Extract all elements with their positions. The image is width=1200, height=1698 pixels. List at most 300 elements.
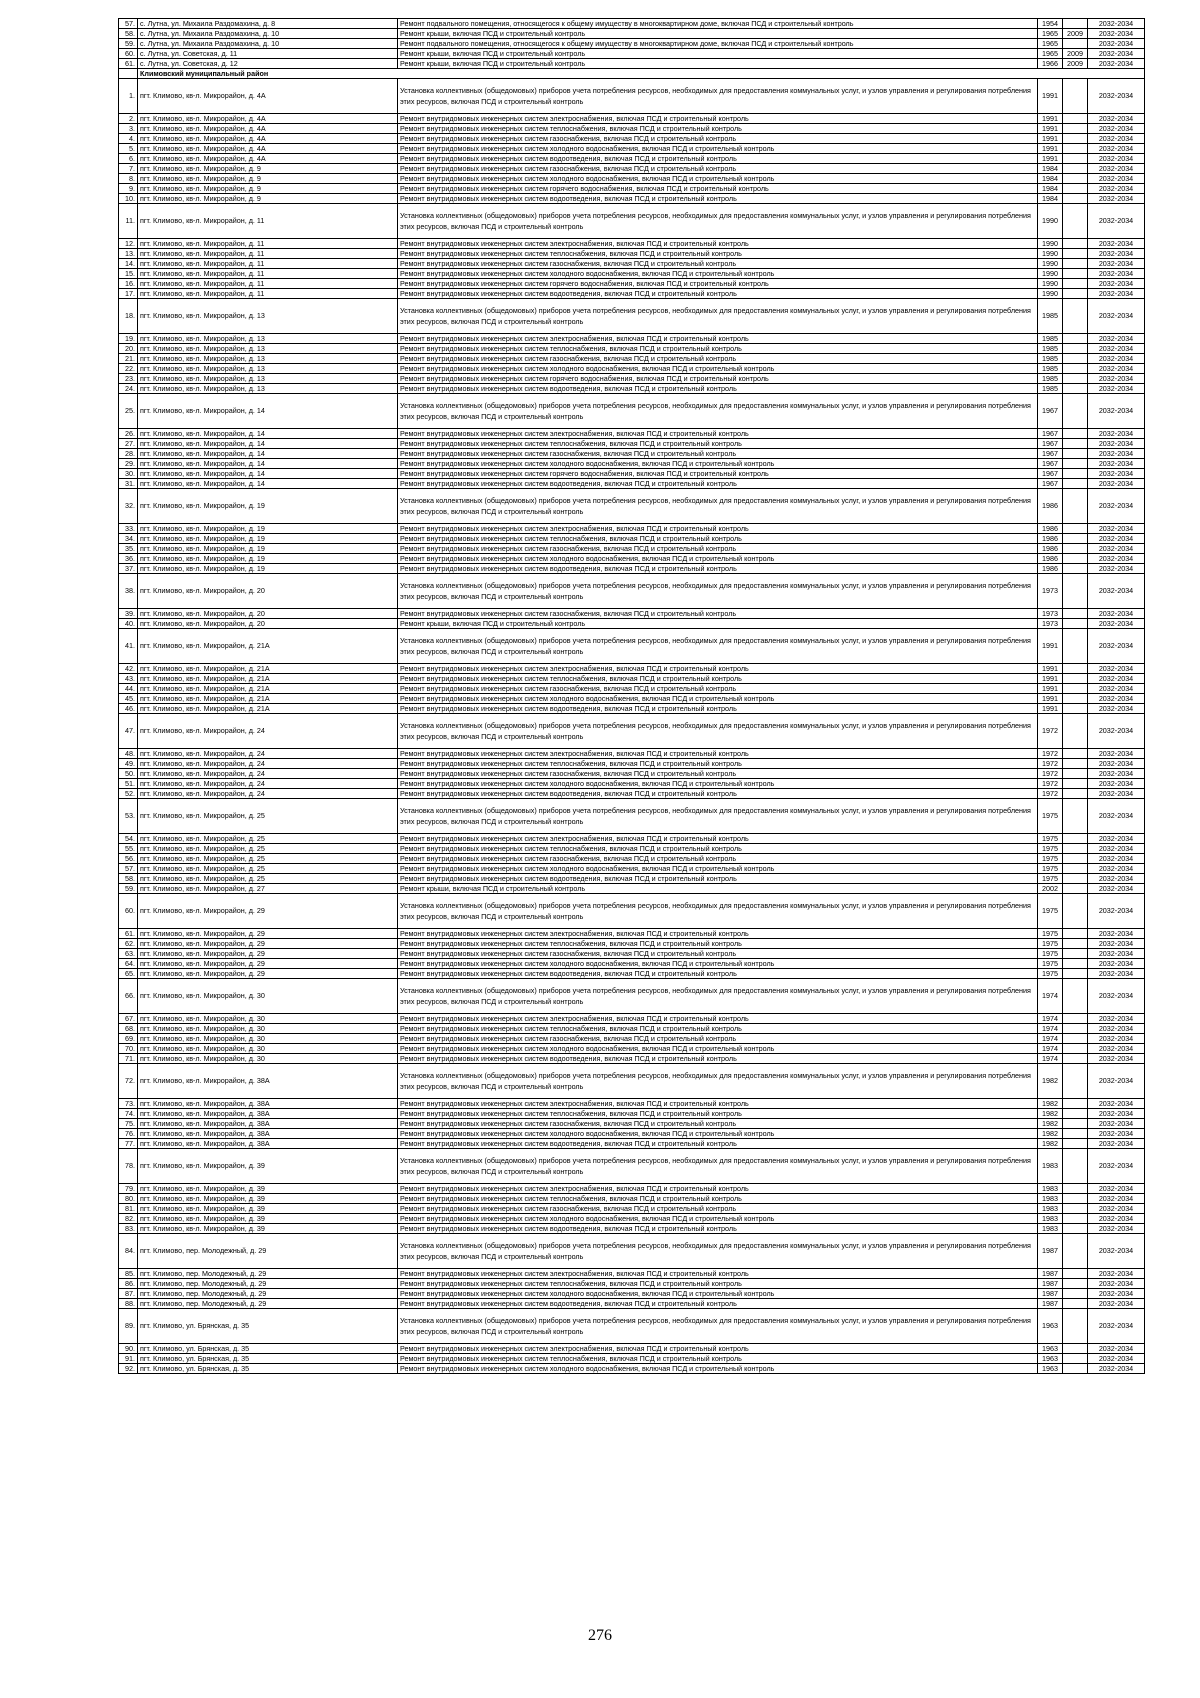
last-repair-year-cell [1063,479,1088,489]
row-number-cell: 32. [119,489,138,524]
work-type-cell: Ремонт внутридомовых инженерных систем водоотведения, включая ПСД и строительный контроль [398,1054,1038,1064]
table-row [119,429,1145,439]
table-row [119,1299,1145,1309]
address-cell: пгт. Климово, кв-л. Микрорайон, д. 21А [138,629,398,664]
address-cell: пгт. Климово, кв-л. Микрорайон, д. 4А [138,144,398,154]
address-cell: с. Лутна, ул. Михаила Раздомахина, д. 10 [138,29,398,39]
last-repair-year-cell [1063,939,1088,949]
address-cell: пгт. Климово, кв-л. Микрорайон, д. 13 [138,354,398,364]
table-row [119,1024,1145,1034]
table-row [119,544,1145,554]
work-type-cell: Ремонт внутридомовых инженерных систем электроснабжения, включая ПСД и строительный контроль [398,524,1038,534]
build-year-cell: 1972 [1038,759,1063,769]
build-year-cell: 1990 [1038,289,1063,299]
table-row [119,39,1145,49]
last-repair-year-cell [1063,1289,1088,1299]
address-cell: пгт. Климово, пер. Молодежный, д. 29 [138,1299,398,1309]
last-repair-year-cell [1063,704,1088,714]
build-year-cell: 1983 [1038,1194,1063,1204]
build-year-cell: 1987 [1038,1299,1063,1309]
work-type-cell: Ремонт внутридомовых инженерных систем водоотведения, включая ПСД и строительный контроль [398,789,1038,799]
address-cell: пгт. Климово, кв-л. Микрорайон, д. 14 [138,449,398,459]
table-row [119,749,1145,759]
last-repair-year-cell [1063,884,1088,894]
planned-period-cell: 2032-2034 [1088,1269,1145,1279]
last-repair-year-cell [1063,1024,1088,1034]
work-type-cell: Ремонт внутридомовых инженерных систем теплоснабжения, включая ПСД и строительный контроль [398,1279,1038,1289]
table-row [119,1129,1145,1139]
address-cell: пгт. Климово, кв-л. Микрорайон, д. 11 [138,269,398,279]
planned-period-cell: 2032-2034 [1088,1344,1145,1354]
row-number-cell: 5. [119,144,138,154]
table-row [119,779,1145,789]
table-row [119,479,1145,489]
table-row [119,29,1145,39]
last-repair-year-cell [1063,1279,1088,1289]
build-year-cell: 1991 [1038,674,1063,684]
work-type-cell: Ремонт внутридомовых инженерных систем холодного водоснабжения, включая ПСД и строительный контроль [398,144,1038,154]
planned-period-cell: 2032-2034 [1088,1204,1145,1214]
planned-period-cell: 2032-2034 [1088,789,1145,799]
build-year-cell: 1972 [1038,789,1063,799]
build-year-cell: 1991 [1038,124,1063,134]
table-row [119,154,1145,164]
address-cell: пгт. Климово, кв-л. Микрорайон, д. 9 [138,194,398,204]
planned-period-cell: 2032-2034 [1088,79,1145,114]
work-type-cell: Ремонт внутридомовых инженерных систем газоснабжения, включая ПСД и строительный контроль [398,134,1038,144]
work-type-cell: Ремонт внутридомовых инженерных систем электроснабжения, включая ПСД и строительный контроль [398,1099,1038,1109]
last-repair-year-cell [1063,334,1088,344]
planned-period-cell: 2032-2034 [1088,1289,1145,1299]
last-repair-year-cell [1063,114,1088,124]
row-number-cell: 71. [119,1054,138,1064]
planned-period-cell: 2032-2034 [1088,524,1145,534]
build-year-cell: 1991 [1038,114,1063,124]
build-year-cell: 1967 [1038,439,1063,449]
work-type-cell: Ремонт внутридомовых инженерных систем холодного водоснабжения, включая ПСД и строительный контроль [398,1289,1038,1299]
planned-period-cell: 2032-2034 [1088,1099,1145,1109]
table-row [119,469,1145,479]
address-cell: пгт. Климово, кв-л. Микрорайон, д. 14 [138,459,398,469]
work-type-cell: Ремонт внутридомовых инженерных систем электроснабжения, включая ПСД и строительный контроль [398,239,1038,249]
last-repair-year-cell [1063,19,1088,29]
last-repair-year-cell [1063,524,1088,534]
table-row [119,704,1145,714]
work-type-cell: Ремонт внутридомовых инженерных систем холодного водоснабжения, включая ПСД и строительный контроль [398,174,1038,184]
last-repair-year-cell [1063,384,1088,394]
address-cell: пгт. Климово, кв-л. Микрорайон, д. 29 [138,949,398,959]
row-number-cell: 56. [119,854,138,864]
planned-period-cell: 2032-2034 [1088,194,1145,204]
table-row [119,1044,1145,1054]
address-cell: пгт. Климово, кв-л. Микрорайон, д. 20 [138,609,398,619]
address-cell: пгт. Климово, кв-л. Микрорайон, д. 30 [138,979,398,1014]
row-number-cell: 27. [119,439,138,449]
build-year-cell: 1990 [1038,279,1063,289]
last-repair-year-cell [1063,1149,1088,1184]
planned-period-cell: 2032-2034 [1088,884,1145,894]
planned-period-cell: 2032-2034 [1088,249,1145,259]
last-repair-year-cell [1063,269,1088,279]
table-row [119,174,1145,184]
row-number-cell: 58. [119,29,138,39]
planned-period-cell: 2032-2034 [1088,674,1145,684]
table-row [119,204,1145,239]
last-repair-year-cell [1063,449,1088,459]
address-cell: пгт. Климово, кв-л. Микрорайон, д. 9 [138,184,398,194]
build-year-cell: 1982 [1038,1139,1063,1149]
work-type-cell: Ремонт внутридомовых инженерных систем электроснабжения, включая ПСД и строительный контроль [398,334,1038,344]
row-number-cell: 45. [119,694,138,704]
address-cell: пгт. Климово, кв-л. Микрорайон, д. 39 [138,1204,398,1214]
table-row [119,674,1145,684]
table-row [119,1139,1145,1149]
address-cell: пгт. Климово, кв-л. Микрорайон, д. 11 [138,204,398,239]
last-repair-year-cell [1063,694,1088,704]
last-repair-year-cell [1063,959,1088,969]
table-row [119,799,1145,834]
address-cell: пгт. Климово, кв-л. Микрорайон, д. 38А [138,1139,398,1149]
address-cell: пгт. Климово, кв-л. Микрорайон, д. 29 [138,929,398,939]
row-number-cell: 29. [119,459,138,469]
table-row [119,1184,1145,1194]
work-type-cell: Установка коллективных (общедомовых) приборов учета потребления ресурсов, необходимых для предоставления коммунальных услуг, и узлов управления и регулирования потребления этих ресурсов, включая ПСД и строительный контроль [398,1234,1038,1269]
row-number-cell: 65. [119,969,138,979]
last-repair-year-cell [1063,394,1088,429]
build-year-cell: 1985 [1038,299,1063,334]
last-repair-year-cell [1063,684,1088,694]
last-repair-year-cell [1063,194,1088,204]
table-row [119,664,1145,674]
planned-period-cell: 2032-2034 [1088,59,1145,69]
address-cell: пгт. Климово, кв-л. Микрорайон, д. 4А [138,124,398,134]
build-year-cell: 1975 [1038,959,1063,969]
planned-period-cell: 2032-2034 [1088,289,1145,299]
last-repair-year-cell [1063,664,1088,674]
build-year-cell: 1967 [1038,479,1063,489]
last-repair-year-cell [1063,874,1088,884]
row-number-cell: 73. [119,1099,138,1109]
planned-period-cell: 2032-2034 [1088,544,1145,554]
last-repair-year-cell [1063,929,1088,939]
address-cell: пгт. Климово, кв-л. Микрорайон, д. 39 [138,1149,398,1184]
work-type-cell: Установка коллективных (общедомовых) приборов учета потребления ресурсов, необходимых для предоставления коммунальных услуг, и узлов управления и регулирования потребления этих ресурсов, включая ПСД и строительный контроль [398,714,1038,749]
planned-period-cell: 2032-2034 [1088,864,1145,874]
row-number-cell: 38. [119,574,138,609]
planned-period-cell: 2032-2034 [1088,684,1145,694]
build-year-cell: 1967 [1038,429,1063,439]
last-repair-year-cell [1063,239,1088,249]
table-row [119,1204,1145,1214]
row-number-cell: 68. [119,1024,138,1034]
table-row [119,1234,1145,1269]
row-number-cell: 31. [119,479,138,489]
planned-period-cell: 2032-2034 [1088,374,1145,384]
last-repair-year-cell [1063,374,1088,384]
build-year-cell: 1966 [1038,59,1063,69]
table-row [119,884,1145,894]
row-number-cell: 88. [119,1299,138,1309]
row-number-cell: 36. [119,554,138,564]
planned-period-cell: 2032-2034 [1088,114,1145,124]
planned-period-cell: 2032-2034 [1088,1279,1145,1289]
table-row [119,1149,1145,1184]
table-row [119,59,1145,69]
work-type-cell: Ремонт внутридомовых инженерных систем холодного водоснабжения, включая ПСД и строительный контроль [398,864,1038,874]
work-type-cell: Ремонт крыши, включая ПСД и строительный контроль [398,619,1038,629]
address-cell: пгт. Климово, кв-л. Микрорайон, д. 24 [138,789,398,799]
row-number-cell: 15. [119,269,138,279]
build-year-cell: 1991 [1038,134,1063,144]
table-row [119,1119,1145,1129]
row-number-cell: 7. [119,164,138,174]
build-year-cell: 1963 [1038,1309,1063,1344]
table-row [119,949,1145,959]
work-type-cell: Ремонт внутридомовых инженерных систем теплоснабжения, включая ПСД и строительный контроль [398,1109,1038,1119]
planned-period-cell: 2032-2034 [1088,834,1145,844]
last-repair-year-cell [1063,469,1088,479]
last-repair-year-cell [1063,354,1088,364]
last-repair-year-cell [1063,79,1088,114]
table-row [119,969,1145,979]
last-repair-year-cell [1063,844,1088,854]
table-row [119,134,1145,144]
build-year-cell: 1991 [1038,629,1063,664]
work-type-cell: Ремонт внутридомовых инженерных систем холодного водоснабжения, включая ПСД и строительный контроль [398,269,1038,279]
last-repair-year-cell [1063,1109,1088,1119]
address-cell: пгт. Климово, кв-л. Микрорайон, д. 29 [138,939,398,949]
address-cell: пгт. Климово, пер. Молодежный, д. 29 [138,1289,398,1299]
last-repair-year-cell [1063,534,1088,544]
work-type-cell: Ремонт внутридомовых инженерных систем газоснабжения, включая ПСД и строительный контроль [398,949,1038,959]
last-repair-year-cell [1063,204,1088,239]
build-year-cell: 1965 [1038,39,1063,49]
row-number-cell: 55. [119,844,138,854]
last-repair-year-cell [1063,1299,1088,1309]
address-cell: пгт. Климово, ул. Брянская, д. 35 [138,1354,398,1364]
last-repair-year-cell [1063,299,1088,334]
row-number-cell: 57. [119,864,138,874]
address-cell: пгт. Климово, кв-л. Микрорайон, д. 13 [138,364,398,374]
work-type-cell: Ремонт внутридомовых инженерных систем холодного водоснабжения, включая ПСД и строительный контроль [398,1364,1038,1374]
address-cell: пгт. Климово, кв-л. Микрорайон, д. 14 [138,479,398,489]
last-repair-year-cell [1063,574,1088,609]
table-row [119,834,1145,844]
row-number-cell: 92. [119,1364,138,1374]
address-cell: пгт. Климово, кв-л. Микрорайон, д. 38А [138,1109,398,1119]
row-number-cell: 90. [119,1344,138,1354]
planned-period-cell: 2032-2034 [1088,1034,1145,1044]
planned-period-cell: 2032-2034 [1088,1184,1145,1194]
row-number-cell: 87. [119,1289,138,1299]
row-number-cell: 61. [119,929,138,939]
row-number-cell: 89. [119,1309,138,1344]
work-type-cell: Ремонт внутридомовых инженерных систем газоснабжения, включая ПСД и строительный контроль [398,684,1038,694]
build-year-cell: 1967 [1038,394,1063,429]
address-cell: пгт. Климово, кв-л. Микрорайон, д. 14 [138,429,398,439]
work-type-cell: Ремонт внутридомовых инженерных систем теплоснабжения, включая ПСД и строительный контроль [398,439,1038,449]
address-cell: с. Лутна, ул. Михаила Раздомахина, д. 10 [138,39,398,49]
row-number-cell: 10. [119,194,138,204]
work-type-cell: Ремонт внутридомовых инженерных систем холодного водоснабжения, включая ПСД и строительный контроль [398,1214,1038,1224]
row-number-cell: 46. [119,704,138,714]
build-year-cell: 1967 [1038,459,1063,469]
work-type-cell: Ремонт внутридомовых инженерных систем холодного водоснабжения, включая ПСД и строительный контроль [398,694,1038,704]
table-row [119,574,1145,609]
table-row [119,249,1145,259]
address-cell: пгт. Климово, кв-л. Микрорайон, д. 21А [138,704,398,714]
work-type-cell: Ремонт внутридомовых инженерных систем газоснабжения, включая ПСД и строительный контроль [398,854,1038,864]
planned-period-cell: 2032-2034 [1088,134,1145,144]
planned-period-cell: 2032-2034 [1088,394,1145,429]
table-row [119,619,1145,629]
address-cell: пгт. Климово, кв-л. Микрорайон, д. 4А [138,114,398,124]
planned-period-cell: 2032-2034 [1088,574,1145,609]
planned-period-cell: 2032-2034 [1088,749,1145,759]
row-number-cell: 69. [119,1034,138,1044]
table-row [119,1194,1145,1204]
table-row [119,629,1145,664]
row-number-cell: 82. [119,1214,138,1224]
planned-period-cell: 2032-2034 [1088,49,1145,59]
last-repair-year-cell [1063,1344,1088,1354]
build-year-cell: 1974 [1038,1054,1063,1064]
planned-period-cell: 2032-2034 [1088,844,1145,854]
address-cell: пгт. Климово, кв-л. Микрорайон, д. 14 [138,439,398,449]
work-type-cell: Ремонт внутридомовых инженерных систем газоснабжения, включая ПСД и строительный контроль [398,259,1038,269]
planned-period-cell: 2032-2034 [1088,364,1145,374]
row-number-cell: 63. [119,949,138,959]
row-number-cell: 53. [119,799,138,834]
table-row [119,489,1145,524]
address-cell: пгт. Климово, кв-л. Микрорайон, д. 4А [138,134,398,144]
planned-period-cell: 2032-2034 [1088,799,1145,834]
table-row [119,1289,1145,1299]
planned-period-cell: 2032-2034 [1088,479,1145,489]
address-cell: пгт. Климово, кв-л. Микрорайон, д. 38А [138,1119,398,1129]
address-cell: пгт. Климово, кв-л. Микрорайон, д. 24 [138,769,398,779]
last-repair-year-cell [1063,894,1088,929]
work-type-cell: Ремонт внутридомовых инженерных систем газоснабжения, включая ПСД и строительный контроль [398,1119,1038,1129]
row-number-cell: 52. [119,789,138,799]
planned-period-cell: 2032-2034 [1088,1044,1145,1054]
row-number-cell: 58. [119,874,138,884]
build-year-cell: 1972 [1038,714,1063,749]
build-year-cell: 1991 [1038,694,1063,704]
planned-period-cell: 2032-2034 [1088,609,1145,619]
build-year-cell: 1991 [1038,684,1063,694]
build-year-cell: 1972 [1038,749,1063,759]
table-row [119,1054,1145,1064]
row-number-cell: 60. [119,49,138,59]
row-number-cell: 86. [119,1279,138,1289]
work-type-cell: Установка коллективных (общедомовых) приборов учета потребления ресурсов, необходимых для предоставления коммунальных услуг, и узлов управления и регулирования потребления этих ресурсов, включая ПСД и строительный контроль [398,894,1038,929]
build-year-cell: 1963 [1038,1354,1063,1364]
build-year-cell: 1972 [1038,779,1063,789]
address-cell: пгт. Климово, ул. Брянская, д. 35 [138,1309,398,1344]
planned-period-cell: 2032-2034 [1088,1149,1145,1184]
last-repair-year-cell [1063,854,1088,864]
build-year-cell: 1991 [1038,79,1063,114]
row-number-cell: 74. [119,1109,138,1119]
planned-period-cell: 2032-2034 [1088,489,1145,524]
address-cell: пгт. Климово, пер. Молодежный, д. 29 [138,1234,398,1269]
last-repair-year-cell [1063,289,1088,299]
table-row [119,144,1145,154]
row-number-cell: 72. [119,1064,138,1099]
last-repair-year-cell [1063,249,1088,259]
work-type-cell: Ремонт внутридомовых инженерных систем холодного водоснабжения, включая ПСД и строительный контроль [398,554,1038,564]
address-cell: пгт. Климово, кв-л. Микрорайон, д. 20 [138,574,398,609]
row-number-cell: 59. [119,884,138,894]
build-year-cell: 1973 [1038,609,1063,619]
row-number-cell: 16. [119,279,138,289]
last-repair-year-cell [1063,1309,1088,1344]
build-year-cell: 1983 [1038,1204,1063,1214]
work-type-cell: Ремонт внутридомовых инженерных систем газоснабжения, включая ПСД и строительный контроль [398,769,1038,779]
last-repair-year-cell [1063,184,1088,194]
last-repair-year-cell [1063,1099,1088,1109]
table-row [119,449,1145,459]
work-type-cell: Ремонт крыши, включая ПСД и строительный контроль [398,29,1038,39]
table-row [119,49,1145,59]
address-cell: пгт. Климово, пер. Молодежный, д. 29 [138,1279,398,1289]
work-type-cell: Установка коллективных (общедомовых) приборов учета потребления ресурсов, необходимых для предоставления коммунальных услуг, и узлов управления и регулирования потребления этих ресурсов, включая ПСД и строительный контроль [398,574,1038,609]
address-cell: пгт. Климово, кв-л. Микрорайон, д. 27 [138,884,398,894]
planned-period-cell: 2032-2034 [1088,239,1145,249]
planned-period-cell: 2032-2034 [1088,1064,1145,1099]
planned-period-cell: 2032-2034 [1088,1354,1145,1364]
last-repair-year-cell [1063,1184,1088,1194]
build-year-cell: 1984 [1038,194,1063,204]
row-number-cell: 48. [119,749,138,759]
row-number-cell: 49. [119,759,138,769]
table-row [119,1354,1145,1364]
row-number-cell: 76. [119,1129,138,1139]
table-row [119,1279,1145,1289]
table-row [119,1099,1145,1109]
build-year-cell: 1965 [1038,29,1063,39]
work-type-cell: Установка коллективных (общедомовых) приборов учета потребления ресурсов, необходимых для предоставления коммунальных услуг, и узлов управления и регулирования потребления этих ресурсов, включая ПСД и строительный контроль [398,79,1038,114]
build-year-cell: 1991 [1038,664,1063,674]
address-cell: пгт. Климово, кв-л. Микрорайон, д. 11 [138,259,398,269]
row-number-cell: 30. [119,469,138,479]
build-year-cell: 1982 [1038,1064,1063,1099]
address-cell: пгт. Климово, кв-л. Микрорайон, д. 11 [138,289,398,299]
work-type-cell: Ремонт внутридомовых инженерных систем газоснабжения, включая ПСД и строительный контроль [398,1204,1038,1214]
planned-period-cell: 2032-2034 [1088,769,1145,779]
address-cell: пгт. Климово, кв-л. Микрорайон, д. 19 [138,564,398,574]
address-cell: с. Лутна, ул. Советская, д. 11 [138,49,398,59]
build-year-cell: 1983 [1038,1214,1063,1224]
address-cell: пгт. Климово, пер. Молодежный, д. 29 [138,1269,398,1279]
row-number-cell: 40. [119,619,138,629]
build-year-cell: 1972 [1038,769,1063,779]
address-cell: пгт. Климово, кв-л. Микрорайон, д. 30 [138,1034,398,1044]
table-row [119,524,1145,534]
work-type-cell: Установка коллективных (общедомовых) приборов учета потребления ресурсов, необходимых для предоставления коммунальных услуг, и узлов управления и регулирования потребления этих ресурсов, включая ПСД и строительный контроль [398,1149,1038,1184]
last-repair-year-cell [1063,834,1088,844]
planned-period-cell: 2032-2034 [1088,1014,1145,1024]
last-repair-year-cell [1063,1054,1088,1064]
last-repair-year-cell [1063,1129,1088,1139]
build-year-cell: 1974 [1038,1034,1063,1044]
last-repair-year-cell [1063,629,1088,664]
build-year-cell: 1975 [1038,939,1063,949]
address-cell: пгт. Климово, кв-л. Микрорайон, д. 21А [138,694,398,704]
last-repair-year-cell [1063,459,1088,469]
work-type-cell: Ремонт внутридомовых инженерных систем теплоснабжения, включая ПСД и строительный контроль [398,844,1038,854]
